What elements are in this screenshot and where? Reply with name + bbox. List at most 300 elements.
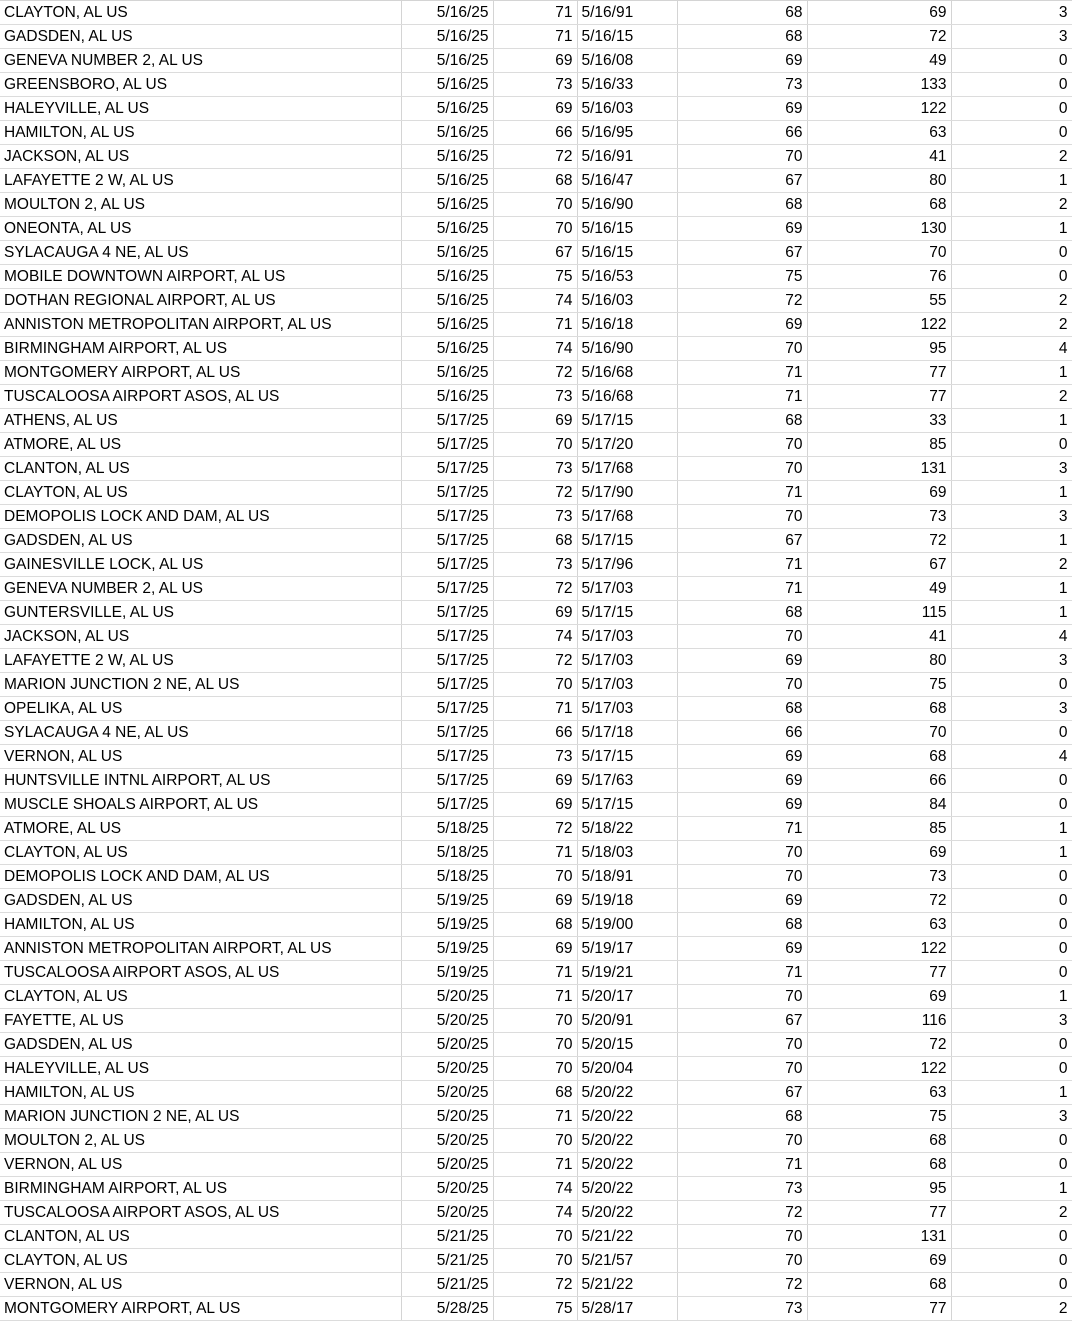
value-a-cell[interactable]: 69 — [493, 889, 577, 913]
station-cell[interactable]: TUSCALOOSA AIRPORT ASOS, AL US — [0, 1201, 401, 1225]
value-d-cell[interactable]: 0 — [951, 1129, 1072, 1153]
value-d-cell[interactable]: 3 — [951, 1, 1072, 25]
code-cell[interactable]: 5/20/91 — [577, 1009, 677, 1033]
code-cell[interactable]: 5/20/22 — [577, 1153, 677, 1177]
value-c-cell[interactable]: 72 — [807, 25, 951, 49]
value-b-cell[interactable]: 68 — [677, 1105, 807, 1129]
date-cell[interactable]: 5/19/25 — [401, 961, 493, 985]
value-d-cell[interactable]: 2 — [951, 1297, 1072, 1321]
date-cell[interactable]: 5/20/25 — [401, 1033, 493, 1057]
station-cell[interactable]: MARION JUNCTION 2 NE, AL US — [0, 673, 401, 697]
code-cell[interactable]: 5/17/20 — [577, 433, 677, 457]
value-c-cell[interactable]: 70 — [807, 721, 951, 745]
value-c-cell[interactable]: 33 — [807, 409, 951, 433]
value-d-cell[interactable]: 1 — [951, 985, 1072, 1009]
date-cell[interactable]: 5/16/25 — [401, 73, 493, 97]
value-c-cell[interactable]: 131 — [807, 457, 951, 481]
date-cell[interactable]: 5/16/25 — [401, 241, 493, 265]
station-cell[interactable]: SYLACAUGA 4 NE, AL US — [0, 721, 401, 745]
value-d-cell[interactable]: 0 — [951, 769, 1072, 793]
value-d-cell[interactable]: 2 — [951, 553, 1072, 577]
station-cell[interactable]: ATHENS, AL US — [0, 409, 401, 433]
value-b-cell[interactable]: 67 — [677, 241, 807, 265]
value-c-cell[interactable]: 69 — [807, 1249, 951, 1273]
station-cell[interactable]: LAFAYETTE 2 W, AL US — [0, 169, 401, 193]
value-a-cell[interactable]: 70 — [493, 1033, 577, 1057]
value-d-cell[interactable]: 0 — [951, 73, 1072, 97]
date-cell[interactable]: 5/16/25 — [401, 217, 493, 241]
value-d-cell[interactable]: 0 — [951, 265, 1072, 289]
value-b-cell[interactable]: 70 — [677, 1129, 807, 1153]
code-cell[interactable]: 5/16/68 — [577, 385, 677, 409]
station-cell[interactable]: JACKSON, AL US — [0, 625, 401, 649]
value-a-cell[interactable]: 70 — [493, 1129, 577, 1153]
code-cell[interactable]: 5/17/68 — [577, 457, 677, 481]
value-a-cell[interactable]: 69 — [493, 769, 577, 793]
value-b-cell[interactable]: 66 — [677, 121, 807, 145]
value-b-cell[interactable]: 73 — [677, 1297, 807, 1321]
date-cell[interactable]: 5/17/25 — [401, 769, 493, 793]
station-cell[interactable]: BIRMINGHAM AIRPORT, AL US — [0, 337, 401, 361]
value-b-cell[interactable]: 68 — [677, 409, 807, 433]
station-cell[interactable]: GADSDEN, AL US — [0, 889, 401, 913]
value-b-cell[interactable]: 72 — [677, 1201, 807, 1225]
value-c-cell[interactable]: 63 — [807, 913, 951, 937]
date-cell[interactable]: 5/17/25 — [401, 481, 493, 505]
value-b-cell[interactable]: 69 — [677, 97, 807, 121]
value-a-cell[interactable]: 72 — [493, 817, 577, 841]
value-a-cell[interactable]: 70 — [493, 1225, 577, 1249]
value-c-cell[interactable]: 80 — [807, 169, 951, 193]
value-d-cell[interactable]: 2 — [951, 385, 1072, 409]
date-cell[interactable]: 5/16/25 — [401, 193, 493, 217]
code-cell[interactable]: 5/17/03 — [577, 577, 677, 601]
code-cell[interactable]: 5/20/22 — [577, 1081, 677, 1105]
value-a-cell[interactable]: 66 — [493, 721, 577, 745]
code-cell[interactable]: 5/16/08 — [577, 49, 677, 73]
value-d-cell[interactable]: 1 — [951, 1081, 1072, 1105]
value-a-cell[interactable]: 72 — [493, 577, 577, 601]
value-d-cell[interactable]: 0 — [951, 1153, 1072, 1177]
value-b-cell[interactable]: 71 — [677, 385, 807, 409]
value-a-cell[interactable]: 71 — [493, 25, 577, 49]
value-a-cell[interactable]: 73 — [493, 385, 577, 409]
value-a-cell[interactable]: 72 — [493, 1273, 577, 1297]
value-a-cell[interactable]: 69 — [493, 601, 577, 625]
value-a-cell[interactable]: 68 — [493, 529, 577, 553]
value-a-cell[interactable]: 75 — [493, 1297, 577, 1321]
station-cell[interactable]: SYLACAUGA 4 NE, AL US — [0, 241, 401, 265]
value-c-cell[interactable]: 63 — [807, 1081, 951, 1105]
code-cell[interactable]: 5/19/18 — [577, 889, 677, 913]
value-c-cell[interactable]: 63 — [807, 121, 951, 145]
station-cell[interactable]: GUNTERSVILLE, AL US — [0, 601, 401, 625]
date-cell[interactable]: 5/17/25 — [401, 505, 493, 529]
station-cell[interactable]: VERNON, AL US — [0, 1153, 401, 1177]
date-cell[interactable]: 5/16/25 — [401, 49, 493, 73]
station-cell[interactable]: HAMILTON, AL US — [0, 121, 401, 145]
value-d-cell[interactable]: 1 — [951, 169, 1072, 193]
value-b-cell[interactable]: 70 — [677, 457, 807, 481]
value-a-cell[interactable]: 67 — [493, 241, 577, 265]
value-c-cell[interactable]: 69 — [807, 1, 951, 25]
value-d-cell[interactable]: 3 — [951, 1009, 1072, 1033]
code-cell[interactable]: 5/16/15 — [577, 241, 677, 265]
station-cell[interactable]: GENEVA NUMBER 2, AL US — [0, 49, 401, 73]
value-a-cell[interactable]: 72 — [493, 481, 577, 505]
value-d-cell[interactable]: 1 — [951, 481, 1072, 505]
value-b-cell[interactable]: 71 — [677, 817, 807, 841]
value-c-cell[interactable]: 73 — [807, 505, 951, 529]
value-c-cell[interactable]: 76 — [807, 265, 951, 289]
value-d-cell[interactable]: 1 — [951, 577, 1072, 601]
station-cell[interactable]: TUSCALOOSA AIRPORT ASOS, AL US — [0, 385, 401, 409]
value-c-cell[interactable]: 85 — [807, 817, 951, 841]
value-b-cell[interactable]: 70 — [677, 145, 807, 169]
value-a-cell[interactable]: 75 — [493, 265, 577, 289]
station-cell[interactable]: GAINESVILLE LOCK, AL US — [0, 553, 401, 577]
code-cell[interactable]: 5/20/22 — [577, 1201, 677, 1225]
code-cell[interactable]: 5/17/03 — [577, 625, 677, 649]
value-d-cell[interactable]: 3 — [951, 697, 1072, 721]
code-cell[interactable]: 5/16/90 — [577, 337, 677, 361]
code-cell[interactable]: 5/16/91 — [577, 145, 677, 169]
date-cell[interactable]: 5/16/25 — [401, 361, 493, 385]
date-cell[interactable]: 5/20/25 — [401, 1081, 493, 1105]
value-c-cell[interactable]: 130 — [807, 217, 951, 241]
value-c-cell[interactable]: 95 — [807, 1177, 951, 1201]
value-c-cell[interactable]: 115 — [807, 601, 951, 625]
value-a-cell[interactable]: 71 — [493, 841, 577, 865]
value-d-cell[interactable]: 3 — [951, 649, 1072, 673]
value-a-cell[interactable]: 70 — [493, 865, 577, 889]
station-cell[interactable]: ANNISTON METROPOLITAN AIRPORT, AL US — [0, 313, 401, 337]
value-a-cell[interactable]: 71 — [493, 697, 577, 721]
value-b-cell[interactable]: 73 — [677, 73, 807, 97]
value-b-cell[interactable]: 68 — [677, 193, 807, 217]
value-c-cell[interactable]: 68 — [807, 193, 951, 217]
value-c-cell[interactable]: 77 — [807, 1201, 951, 1225]
value-c-cell[interactable]: 95 — [807, 337, 951, 361]
value-d-cell[interactable]: 0 — [951, 865, 1072, 889]
value-b-cell[interactable]: 72 — [677, 1273, 807, 1297]
value-d-cell[interactable]: 1 — [951, 529, 1072, 553]
value-d-cell[interactable]: 4 — [951, 337, 1072, 361]
code-cell[interactable]: 5/17/15 — [577, 601, 677, 625]
value-c-cell[interactable]: 49 — [807, 49, 951, 73]
station-cell[interactable]: FAYETTE, AL US — [0, 1009, 401, 1033]
value-b-cell[interactable]: 70 — [677, 505, 807, 529]
date-cell[interactable]: 5/17/25 — [401, 577, 493, 601]
value-a-cell[interactable]: 74 — [493, 1177, 577, 1201]
code-cell[interactable]: 5/17/90 — [577, 481, 677, 505]
value-a-cell[interactable]: 71 — [493, 1, 577, 25]
value-b-cell[interactable]: 69 — [677, 937, 807, 961]
value-c-cell[interactable]: 72 — [807, 529, 951, 553]
value-b-cell[interactable]: 71 — [677, 961, 807, 985]
value-d-cell[interactable]: 2 — [951, 313, 1072, 337]
value-d-cell[interactable]: 1 — [951, 409, 1072, 433]
value-d-cell[interactable]: 0 — [951, 889, 1072, 913]
station-cell[interactable]: VERNON, AL US — [0, 745, 401, 769]
station-cell[interactable]: DOTHAN REGIONAL AIRPORT, AL US — [0, 289, 401, 313]
code-cell[interactable]: 5/17/15 — [577, 745, 677, 769]
value-d-cell[interactable]: 0 — [951, 793, 1072, 817]
value-a-cell[interactable]: 66 — [493, 121, 577, 145]
value-a-cell[interactable]: 73 — [493, 553, 577, 577]
code-cell[interactable]: 5/16/95 — [577, 121, 677, 145]
station-cell[interactable]: DEMOPOLIS LOCK AND DAM, AL US — [0, 865, 401, 889]
date-cell[interactable]: 5/17/25 — [401, 529, 493, 553]
value-c-cell[interactable]: 72 — [807, 1033, 951, 1057]
value-b-cell[interactable]: 75 — [677, 265, 807, 289]
code-cell[interactable]: 5/20/22 — [577, 1105, 677, 1129]
date-cell[interactable]: 5/17/25 — [401, 793, 493, 817]
value-b-cell[interactable]: 69 — [677, 313, 807, 337]
value-c-cell[interactable]: 55 — [807, 289, 951, 313]
value-d-cell[interactable]: 3 — [951, 25, 1072, 49]
station-cell[interactable]: CLANTON, AL US — [0, 457, 401, 481]
value-c-cell[interactable]: 69 — [807, 481, 951, 505]
date-cell[interactable]: 5/16/25 — [401, 97, 493, 121]
value-b-cell[interactable]: 71 — [677, 361, 807, 385]
value-c-cell[interactable]: 122 — [807, 313, 951, 337]
value-d-cell[interactable]: 0 — [951, 937, 1072, 961]
value-c-cell[interactable]: 77 — [807, 385, 951, 409]
code-cell[interactable]: 5/17/15 — [577, 793, 677, 817]
code-cell[interactable]: 5/16/33 — [577, 73, 677, 97]
value-c-cell[interactable]: 68 — [807, 745, 951, 769]
value-d-cell[interactable]: 2 — [951, 289, 1072, 313]
value-b-cell[interactable]: 70 — [677, 841, 807, 865]
value-c-cell[interactable]: 68 — [807, 1153, 951, 1177]
station-cell[interactable]: DEMOPOLIS LOCK AND DAM, AL US — [0, 505, 401, 529]
station-cell[interactable]: HAMILTON, AL US — [0, 913, 401, 937]
code-cell[interactable]: 5/17/68 — [577, 505, 677, 529]
code-cell[interactable]: 5/17/15 — [577, 409, 677, 433]
station-cell[interactable]: GENEVA NUMBER 2, AL US — [0, 577, 401, 601]
date-cell[interactable]: 5/20/25 — [401, 985, 493, 1009]
value-b-cell[interactable]: 71 — [677, 577, 807, 601]
date-cell[interactable]: 5/21/25 — [401, 1249, 493, 1273]
value-b-cell[interactable]: 68 — [677, 1, 807, 25]
value-b-cell[interactable]: 70 — [677, 337, 807, 361]
date-cell[interactable]: 5/17/25 — [401, 553, 493, 577]
date-cell[interactable]: 5/20/25 — [401, 1057, 493, 1081]
date-cell[interactable]: 5/16/25 — [401, 289, 493, 313]
value-a-cell[interactable]: 73 — [493, 73, 577, 97]
value-d-cell[interactable]: 1 — [951, 841, 1072, 865]
value-b-cell[interactable]: 69 — [677, 769, 807, 793]
value-b-cell[interactable]: 68 — [677, 25, 807, 49]
value-b-cell[interactable]: 67 — [677, 529, 807, 553]
code-cell[interactable]: 5/16/68 — [577, 361, 677, 385]
code-cell[interactable]: 5/20/22 — [577, 1177, 677, 1201]
date-cell[interactable]: 5/16/25 — [401, 145, 493, 169]
station-cell[interactable]: ATMORE, AL US — [0, 433, 401, 457]
value-c-cell[interactable]: 72 — [807, 889, 951, 913]
date-cell[interactable]: 5/17/25 — [401, 673, 493, 697]
value-d-cell[interactable]: 2 — [951, 193, 1072, 217]
value-d-cell[interactable]: 0 — [951, 433, 1072, 457]
value-d-cell[interactable]: 1 — [951, 1177, 1072, 1201]
value-a-cell[interactable]: 71 — [493, 1105, 577, 1129]
station-cell[interactable]: GADSDEN, AL US — [0, 1033, 401, 1057]
value-a-cell[interactable]: 69 — [493, 937, 577, 961]
date-cell[interactable]: 5/16/25 — [401, 265, 493, 289]
value-a-cell[interactable]: 71 — [493, 313, 577, 337]
date-cell[interactable]: 5/20/25 — [401, 1009, 493, 1033]
date-cell[interactable]: 5/18/25 — [401, 817, 493, 841]
date-cell[interactable]: 5/18/25 — [401, 865, 493, 889]
value-b-cell[interactable]: 69 — [677, 745, 807, 769]
date-cell[interactable]: 5/19/25 — [401, 937, 493, 961]
value-c-cell[interactable]: 133 — [807, 73, 951, 97]
value-a-cell[interactable]: 68 — [493, 169, 577, 193]
value-a-cell[interactable]: 70 — [493, 673, 577, 697]
value-d-cell[interactable]: 4 — [951, 745, 1072, 769]
value-d-cell[interactable]: 1 — [951, 601, 1072, 625]
value-c-cell[interactable]: 122 — [807, 937, 951, 961]
value-b-cell[interactable]: 70 — [677, 673, 807, 697]
value-c-cell[interactable]: 75 — [807, 1105, 951, 1129]
value-c-cell[interactable]: 122 — [807, 1057, 951, 1081]
value-d-cell[interactable]: 0 — [951, 97, 1072, 121]
station-cell[interactable]: CLANTON, AL US — [0, 1225, 401, 1249]
value-a-cell[interactable]: 71 — [493, 1153, 577, 1177]
code-cell[interactable]: 5/20/04 — [577, 1057, 677, 1081]
value-c-cell[interactable]: 131 — [807, 1225, 951, 1249]
value-c-cell[interactable]: 69 — [807, 841, 951, 865]
code-cell[interactable]: 5/17/03 — [577, 649, 677, 673]
value-a-cell[interactable]: 70 — [493, 193, 577, 217]
code-cell[interactable]: 5/20/22 — [577, 1129, 677, 1153]
code-cell[interactable]: 5/17/03 — [577, 697, 677, 721]
date-cell[interactable]: 5/17/25 — [401, 601, 493, 625]
value-d-cell[interactable]: 3 — [951, 505, 1072, 529]
station-cell[interactable]: ATMORE, AL US — [0, 817, 401, 841]
value-d-cell[interactable]: 0 — [951, 1057, 1072, 1081]
date-cell[interactable]: 5/28/25 — [401, 1297, 493, 1321]
code-cell[interactable]: 5/18/91 — [577, 865, 677, 889]
date-cell[interactable]: 5/17/25 — [401, 433, 493, 457]
code-cell[interactable]: 5/19/17 — [577, 937, 677, 961]
value-d-cell[interactable]: 0 — [951, 913, 1072, 937]
value-d-cell[interactable]: 3 — [951, 1105, 1072, 1129]
value-c-cell[interactable]: 116 — [807, 1009, 951, 1033]
value-c-cell[interactable]: 80 — [807, 649, 951, 673]
value-c-cell[interactable]: 68 — [807, 1273, 951, 1297]
value-b-cell[interactable]: 71 — [677, 1153, 807, 1177]
date-cell[interactable]: 5/17/25 — [401, 625, 493, 649]
date-cell[interactable]: 5/17/25 — [401, 409, 493, 433]
value-d-cell[interactable]: 0 — [951, 1033, 1072, 1057]
date-cell[interactable]: 5/17/25 — [401, 649, 493, 673]
date-cell[interactable]: 5/20/25 — [401, 1105, 493, 1129]
value-c-cell[interactable]: 75 — [807, 673, 951, 697]
value-a-cell[interactable]: 73 — [493, 745, 577, 769]
value-b-cell[interactable]: 71 — [677, 553, 807, 577]
station-cell[interactable]: JACKSON, AL US — [0, 145, 401, 169]
code-cell[interactable]: 5/28/17 — [577, 1297, 677, 1321]
value-d-cell[interactable]: 0 — [951, 121, 1072, 145]
code-cell[interactable]: 5/17/63 — [577, 769, 677, 793]
date-cell[interactable]: 5/21/25 — [401, 1273, 493, 1297]
date-cell[interactable]: 5/16/25 — [401, 313, 493, 337]
value-a-cell[interactable]: 74 — [493, 625, 577, 649]
value-a-cell[interactable]: 70 — [493, 1057, 577, 1081]
value-b-cell[interactable]: 67 — [677, 1081, 807, 1105]
value-c-cell[interactable]: 73 — [807, 865, 951, 889]
value-b-cell[interactable]: 70 — [677, 433, 807, 457]
value-b-cell[interactable]: 73 — [677, 1177, 807, 1201]
value-a-cell[interactable]: 73 — [493, 505, 577, 529]
code-cell[interactable]: 5/16/03 — [577, 289, 677, 313]
value-b-cell[interactable]: 70 — [677, 1057, 807, 1081]
value-b-cell[interactable]: 68 — [677, 913, 807, 937]
value-d-cell[interactable]: 0 — [951, 721, 1072, 745]
date-cell[interactable]: 5/20/25 — [401, 1177, 493, 1201]
code-cell[interactable]: 5/19/21 — [577, 961, 677, 985]
value-b-cell[interactable]: 68 — [677, 697, 807, 721]
date-cell[interactable]: 5/16/25 — [401, 169, 493, 193]
value-d-cell[interactable]: 0 — [951, 673, 1072, 697]
value-c-cell[interactable]: 77 — [807, 1297, 951, 1321]
code-cell[interactable]: 5/21/22 — [577, 1273, 677, 1297]
value-c-cell[interactable]: 85 — [807, 433, 951, 457]
station-cell[interactable]: GREENSBORO, AL US — [0, 73, 401, 97]
code-cell[interactable]: 5/16/15 — [577, 25, 677, 49]
code-cell[interactable]: 5/21/22 — [577, 1225, 677, 1249]
value-d-cell[interactable]: 1 — [951, 817, 1072, 841]
station-cell[interactable]: LAFAYETTE 2 W, AL US — [0, 649, 401, 673]
code-cell[interactable]: 5/16/47 — [577, 169, 677, 193]
value-a-cell[interactable]: 69 — [493, 97, 577, 121]
value-d-cell[interactable]: 0 — [951, 1273, 1072, 1297]
value-a-cell[interactable]: 72 — [493, 361, 577, 385]
value-c-cell[interactable]: 77 — [807, 961, 951, 985]
value-d-cell[interactable]: 3 — [951, 457, 1072, 481]
date-cell[interactable]: 5/19/25 — [401, 889, 493, 913]
value-b-cell[interactable]: 69 — [677, 49, 807, 73]
date-cell[interactable]: 5/17/25 — [401, 697, 493, 721]
value-a-cell[interactable]: 70 — [493, 217, 577, 241]
date-cell[interactable]: 5/16/25 — [401, 25, 493, 49]
value-a-cell[interactable]: 72 — [493, 649, 577, 673]
station-cell[interactable]: MOULTON 2, AL US — [0, 193, 401, 217]
station-cell[interactable]: MUSCLE SHOALS AIRPORT, AL US — [0, 793, 401, 817]
value-a-cell[interactable]: 70 — [493, 1009, 577, 1033]
value-a-cell[interactable]: 68 — [493, 1081, 577, 1105]
code-cell[interactable]: 5/20/15 — [577, 1033, 677, 1057]
value-b-cell[interactable]: 66 — [677, 721, 807, 745]
date-cell[interactable]: 5/16/25 — [401, 1, 493, 25]
date-cell[interactable]: 5/17/25 — [401, 457, 493, 481]
code-cell[interactable]: 5/17/18 — [577, 721, 677, 745]
station-cell[interactable]: GADSDEN, AL US — [0, 25, 401, 49]
station-cell[interactable]: MOBILE DOWNTOWN AIRPORT, AL US — [0, 265, 401, 289]
value-a-cell[interactable]: 69 — [493, 49, 577, 73]
station-cell[interactable]: GADSDEN, AL US — [0, 529, 401, 553]
date-cell[interactable]: 5/17/25 — [401, 721, 493, 745]
value-d-cell[interactable]: 0 — [951, 1249, 1072, 1273]
value-a-cell[interactable]: 72 — [493, 145, 577, 169]
code-cell[interactable]: 5/17/15 — [577, 529, 677, 553]
value-b-cell[interactable]: 69 — [677, 793, 807, 817]
value-d-cell[interactable]: 0 — [951, 241, 1072, 265]
value-b-cell[interactable]: 67 — [677, 1009, 807, 1033]
station-cell[interactable]: HALEYVILLE, AL US — [0, 1057, 401, 1081]
